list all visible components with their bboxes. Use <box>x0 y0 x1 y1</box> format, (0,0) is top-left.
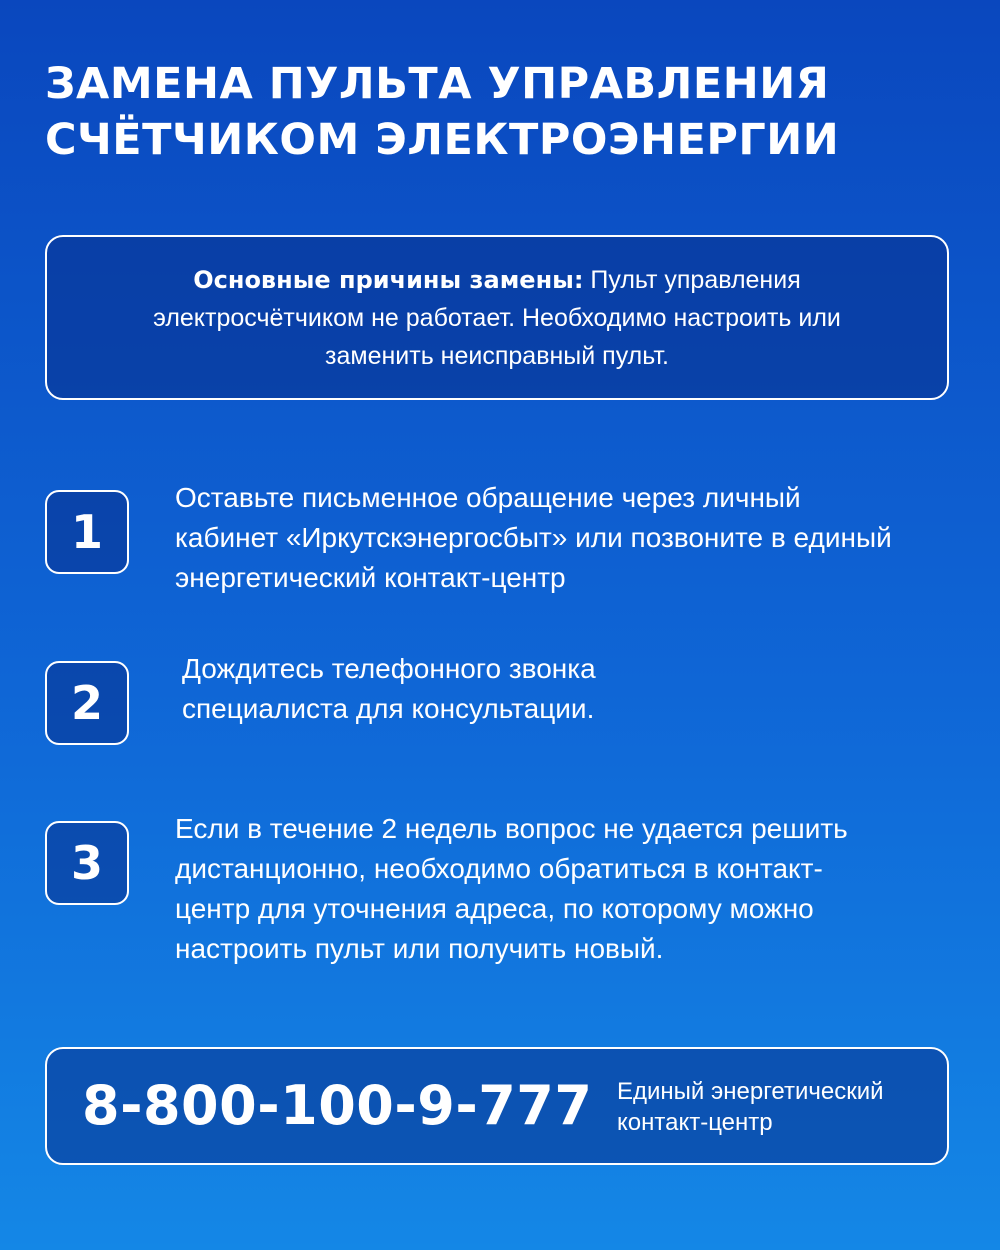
title-line-1: ЗАМЕНА ПУЛЬТА УПРАВЛЕНИЯ <box>45 59 830 109</box>
phone-number: 8-800-100-9-777 <box>82 1074 593 1137</box>
reasons-description: Пульт управления электросчётчиком не работает. Необходимо настроить или заменить неисправный пульт. <box>153 265 841 370</box>
contact-caption: Единый энергетический контакт-центр <box>617 1078 884 1136</box>
title-line-2: СЧЁТЧИКОМ ЭЛЕКТРОЭНЕРГИИ <box>45 115 840 165</box>
reasons-box <box>45 235 949 400</box>
step-number-badge: 1 <box>45 490 129 574</box>
step-text: Если в течение 2 недель вопрос не удается решить дистанционно, необходимо обратиться в контакт-центр для уточнения адреса, по которому можно настроить пульт или получить новый. <box>175 813 848 964</box>
page-title <box>45 56 965 168</box>
contact-box <box>45 1047 949 1165</box>
step-number-badge: 3 <box>45 821 129 905</box>
step-number-badge: 2 <box>45 661 129 745</box>
reasons-label: Основные причины замены: <box>193 265 584 294</box>
step-text: Дождитесь телефонного звонка специалиста для консультации. <box>182 653 596 724</box>
reasons-text <box>117 261 877 375</box>
step-text: Оставьте письменное обращение через личный кабинет «Иркутскэнергосбыт» или позвоните в единый энергетический контакт-центр <box>175 482 892 593</box>
